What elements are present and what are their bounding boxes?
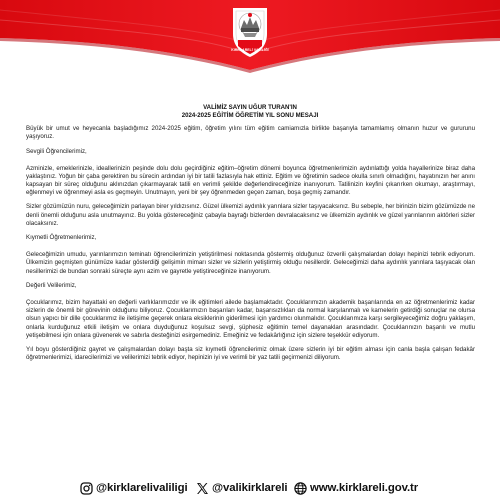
message-body (26, 125, 475, 369)
instagram-link[interactable] (80, 480, 188, 496)
paragraph-students-2: Sizler gözümüzün nuru, geleceğimizin parlayan birer yıldızısınız. Güzel ülkemizi aydınlık yarınlara sizler taşıyacaksınız. Bu sebeple, her birinizin bizim gözümüzde ne denli önemli olduğunu asla unutmayınız. Bu yolda göstereceğiniz çabayla bayrağı bizlerden devralacaksınız ve ülkemizin aydınlık ve güzel yarınlarının aktörleri sizler olacaksınız. (26, 203, 475, 227)
paragraph-students-1: Azminizle, emeklerinizle, ideallerinizin peşinde dolu dolu geçirdiğiniz eğitim–öğretim dönemi boyunca öğretmenlerimizin aydınlattığı yolda hayallerinize biraz daha yaklaştınız. Yoğun bir çaba gerektiren bu sürecin ardından iyi bir tatili fazlasıyla hak ettiniz. Eğitim ve öğretimin sadece okulla sınırlı olmadığını, hayatınızın her anını kapsayan bir süreç olduğunu aklınızdan çıkarmayarak tatili en verimli şekilde değerlendireceğinize inanıyorum. Tatilinizin keyfini çıkarırken okumayı, araştırmayı, eğlenmeyi ve öğrenmeyi asla es geçmeyin. Unutmayın, yeni bir şey öğrenmeden geçen zaman, boşa geçmiş zamandır. (26, 164, 475, 197)
website-link[interactable] (294, 480, 418, 496)
title-line-2: 2024-2025 EĞİTİM ÖĞRETİM YIL SONU MESAJI (181, 112, 319, 120)
title-line-1: VALİMİZ SAYIN UĞUR TURAN'IN (203, 104, 297, 111)
document-title (0, 104, 500, 120)
footer (0, 476, 500, 500)
instagram-icon (80, 482, 93, 495)
x-handle: @valikirklareli (212, 482, 288, 494)
website-url: www.kirklareli.gov.tr (310, 482, 419, 494)
paragraph-intro: Büyük bir umut ve heyecanla başladığımız 2024-2025 eğitim, öğretim yılını tüm eğitim camiamızla birlikte başarıyla tamamlamış olmanın huzur ve gururunu yaşıyoruz. (26, 125, 475, 141)
x-link[interactable] (196, 480, 287, 496)
paragraph-parents: Çocuklarımız, bizim hayattaki en değerli varlıklarımızdır ve ilk eğitimleri ailede başlamaktadır. Çocuklarımızın akademik başarılarında en az öğretmenlerimiz kadar sizlerin de önemli bir görevinin olduğunu biliyoruz. Çocuklarımızın başarıları kadar, başarısızlıkları da normal karşılanmalı ve karnelerin getirdiği sonuçlar ne olursa olsun yapıcı bir dille çocuklarımız ile iletişime geçerek onlara eksiklerinin giderilmesi için yardımcı olunmalıdır. Çocuklarımıza karşı sergileyeceğimiz doğru yaklaşım, onlarla kurduğunuz etkili iletişim ve onlara duyduğunuz koşulsuz sevgi, şüphesiz eğitimin temel dayanakları arasındadır. Çocuklarınızın başarılı ve mutlu yetişebilmesi için onlara güvenerek ve sabırla desteğinizi esirgemediniz. Emeğiniz ve fedakârlığınız için sizlere teşekkür ediyorum. (26, 299, 475, 339)
globe-icon (294, 482, 307, 495)
salutation-parents: Değerli Velilerimiz, (26, 281, 77, 289)
salutation-teachers: Kıymetli Öğretmenlerimiz, (26, 234, 97, 242)
emblem-label: KIRKLARELİ VALİLİĞİ (231, 48, 269, 52)
instagram-handle: @kirklarelivaliligi (96, 482, 188, 494)
salutation-students: Sevgili Öğrencilerimiz, (26, 147, 87, 155)
governorship-emblem (227, 4, 273, 60)
paragraph-teachers: Geleceğimizin umudu, yarınlarımızın teminatı öğrencilerimizin yetiştirilmesi noktasında göstermiş olduğunuz özverili çalışmalardan dolayı hepinizi tebrik ediyorum. Ülkemizin geçmişten günümüze kadar gösterdiği gelişimin mimarı sizler ve sizlerin yetiştirmiş olduğu nesillerdir. Geleceğimizi daha aydınlık yarınlara taşıyacak olan nesillerimizi de bundan sonraki süreçte aynı azim ve gayretle yetiştireceğinize inanıyorum. (26, 251, 475, 275)
paragraph-closing: Yıl boyu gösterdiğiniz gayret ve çalışmalardan dolayı başta siz kıymetli öğrencilerimiz olmak üzere sizlerin iyi bir eğitim alması için canla başla çalışan fedakâr öğretmenlerimizi, idarecilerimizi ve velilerimizi tebrik ediyor, hepinizin iyi ve verimli bir yaz tatili geçirmenizi diliyorum. (26, 346, 475, 362)
x-logo-icon (196, 482, 209, 495)
